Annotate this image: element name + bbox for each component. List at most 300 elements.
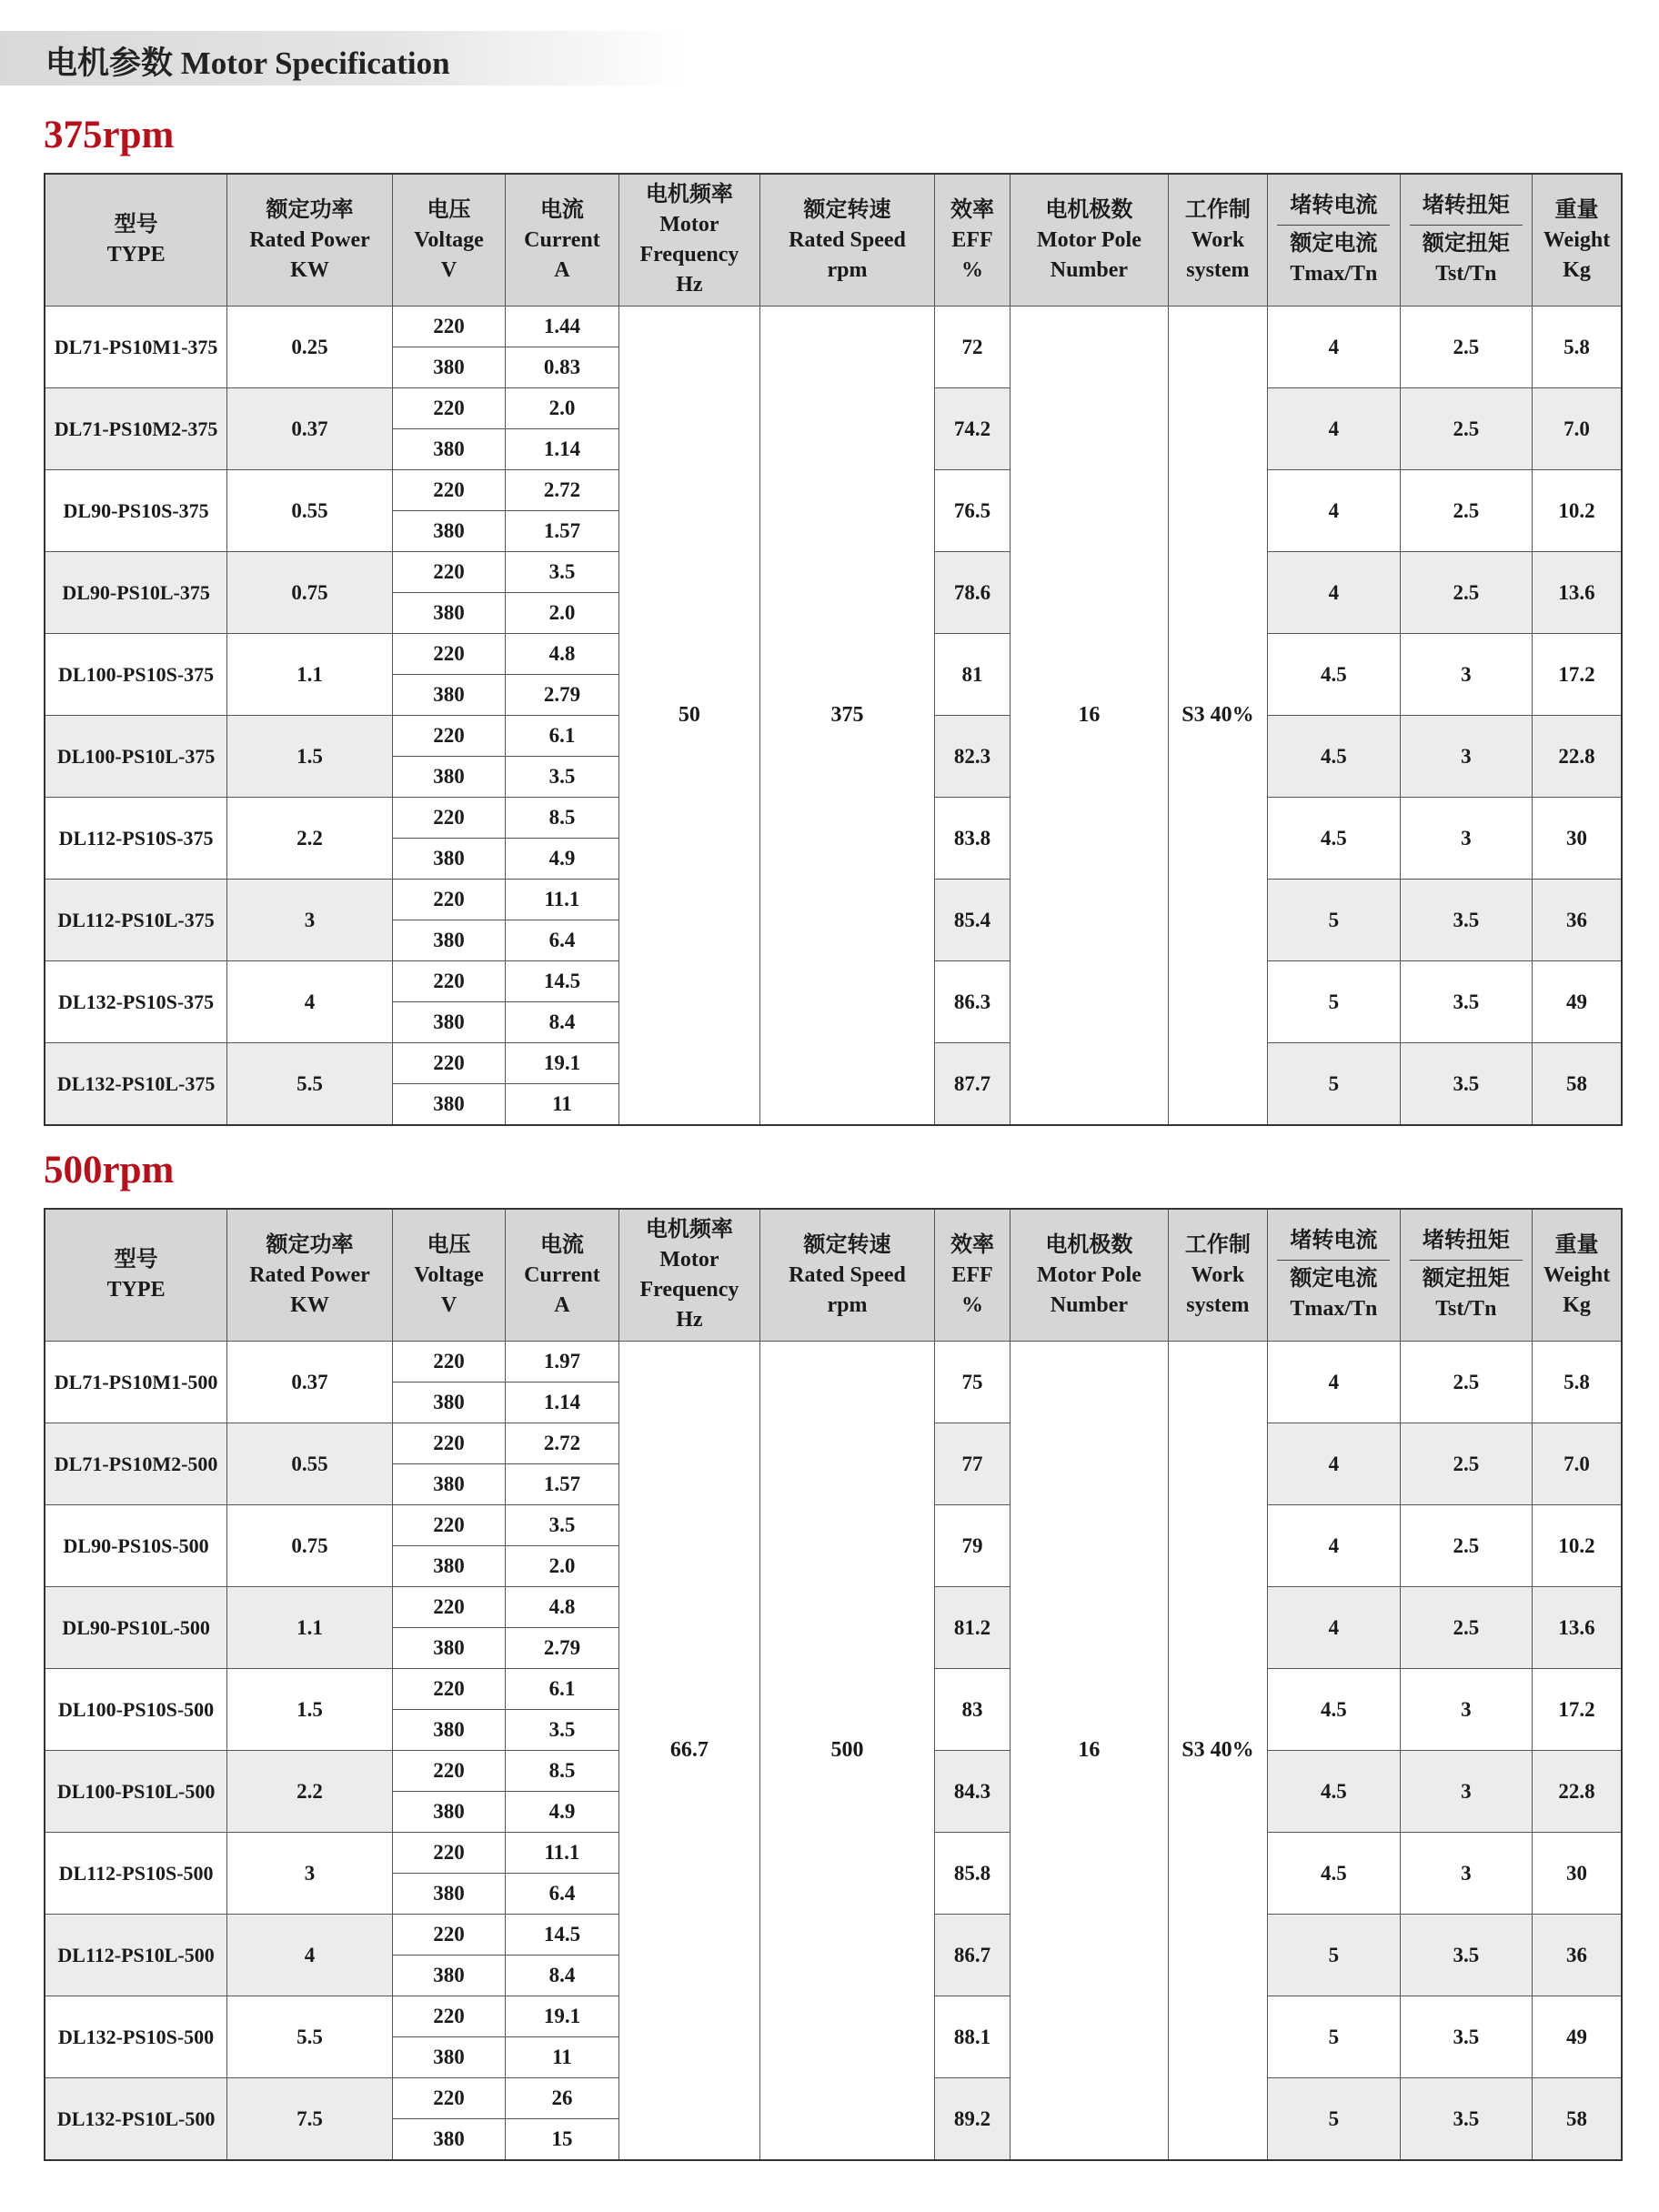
voltage-cell: 220 (392, 1043, 505, 1084)
header-en: TYPE (106, 1278, 166, 1302)
eff-cell: 85.8 (934, 1833, 1010, 1915)
weight-cell: 36 (1533, 1915, 1622, 1996)
header-unit: % (960, 257, 983, 282)
weight-cell: 5.8 (1533, 307, 1622, 388)
voltage-cell: 380 (392, 675, 505, 716)
voltage-cell: 380 (392, 1628, 505, 1669)
tst-cell: 3 (1400, 634, 1533, 716)
header-en: Motor (659, 1248, 719, 1272)
eff-cell: 84.3 (934, 1751, 1010, 1833)
header-en: Rated Power (249, 227, 370, 252)
voltage-cell: 380 (392, 757, 505, 798)
section-title-500: 500rpm (44, 1149, 175, 1191)
current-cell: 0.83 (506, 347, 618, 388)
power-cell: 2.2 (227, 798, 393, 880)
header-en: Rated Speed (789, 227, 906, 252)
column-header (1533, 1209, 1622, 1342)
tmax-cell: 4.5 (1268, 1669, 1401, 1751)
voltage-cell: 220 (392, 1342, 505, 1382)
type-cell: DL100-PS10L-375 (45, 716, 227, 798)
weight-cell: 30 (1533, 798, 1622, 880)
column-header (506, 174, 618, 307)
speed-cell: 375 (760, 307, 935, 1126)
header-cn: 电机极数 (1045, 197, 1133, 222)
tst-cell: 2.5 (1400, 1505, 1533, 1587)
weight-cell: 7.0 (1533, 388, 1622, 470)
speed-cell: 500 (760, 1342, 935, 2161)
tmax-cell: 5 (1268, 1996, 1401, 2078)
header-unit: Number (1050, 1292, 1129, 1317)
column-header (934, 1209, 1010, 1342)
current-cell: 2.0 (506, 388, 618, 429)
voltage-cell: 220 (392, 1423, 505, 1464)
voltage-cell: 220 (392, 1505, 505, 1546)
tst-cell: 3 (1400, 1669, 1533, 1751)
header-cn: 堵转电流 (1290, 1229, 1378, 1252)
header-en: Work (1191, 227, 1245, 252)
eff-cell: 83 (934, 1669, 1010, 1751)
header-cn: 工作制 (1184, 1232, 1251, 1257)
eff-cell: 76.5 (934, 470, 1010, 552)
voltage-cell: 220 (392, 961, 505, 1002)
header-en: Work (1191, 1262, 1245, 1287)
current-cell: 3.5 (506, 1505, 618, 1546)
tmax-cell: 4.5 (1268, 1751, 1401, 1833)
power-cell: 2.2 (227, 1751, 393, 1833)
eff-cell: 75 (934, 1342, 1010, 1423)
current-cell: 1.97 (506, 1342, 618, 1382)
voltage-cell: 220 (392, 552, 505, 593)
header-en: EFF (951, 227, 993, 252)
power-cell: 1.5 (227, 1669, 393, 1751)
column-header (1268, 174, 1401, 307)
current-cell: 8.5 (506, 1751, 618, 1792)
page-header (0, 31, 691, 85)
tmax-cell: 5 (1268, 1915, 1401, 1996)
power-cell: 0.37 (227, 388, 393, 470)
type-cell: DL112-PS10S-500 (45, 1833, 227, 1915)
header-unit: Tst/Tn (1435, 1297, 1497, 1321)
weight-cell: 7.0 (1533, 1423, 1622, 1505)
tst-cell: 3 (1400, 1833, 1533, 1915)
spec-table-500 (44, 1208, 1623, 2161)
voltage-cell: 220 (392, 880, 505, 920)
weight-cell: 10.2 (1533, 1505, 1622, 1587)
tmax-cell: 4.5 (1268, 1833, 1401, 1915)
frequency-cell: 66.7 (618, 1342, 760, 2161)
column-header (1400, 174, 1533, 307)
current-cell: 14.5 (506, 1915, 618, 1956)
current-cell: 19.1 (506, 1996, 618, 2037)
header-cn: 额定功率 (266, 1232, 354, 1257)
tst-cell: 2.5 (1400, 470, 1533, 552)
work-system-cell: S3 40% (1168, 307, 1267, 1126)
column-header (1400, 1209, 1533, 1342)
current-cell: 1.57 (506, 1464, 618, 1505)
fraction-line (1277, 1260, 1390, 1261)
tmax-cell: 4 (1268, 1587, 1401, 1669)
column-header (392, 1209, 505, 1342)
column-header (1268, 1209, 1401, 1342)
header-cn: 电流 (539, 197, 584, 222)
current-cell: 6.1 (506, 1669, 618, 1710)
weight-cell: 10.2 (1533, 470, 1622, 552)
voltage-cell: 380 (392, 593, 505, 634)
poles-cell: 16 (1010, 307, 1169, 1126)
current-cell: 26 (506, 2078, 618, 2119)
column-header (760, 174, 935, 307)
voltage-cell: 220 (392, 470, 505, 511)
tmax-cell: 4 (1268, 552, 1401, 634)
current-cell: 3.5 (506, 757, 618, 798)
header-cn2: 额定电流 (1290, 232, 1378, 256)
voltage-cell: 380 (392, 1956, 505, 1996)
header-en: EFF (951, 1262, 993, 1287)
header-cn: 型号 (114, 213, 158, 236)
column-header (934, 174, 1010, 307)
current-cell: 14.5 (506, 961, 618, 1002)
tst-cell: 2.5 (1400, 552, 1533, 634)
header-cn2: 额定电流 (1290, 1267, 1378, 1291)
power-cell: 0.75 (227, 1505, 393, 1587)
voltage-cell: 380 (392, 429, 505, 470)
header-row (45, 1209, 1622, 1342)
current-cell: 1.44 (506, 307, 618, 347)
type-cell: DL100-PS10S-500 (45, 1669, 227, 1751)
eff-cell: 78.6 (934, 552, 1010, 634)
type-cell: DL71-PS10M1-375 (45, 307, 227, 388)
tst-cell: 3.5 (1400, 1996, 1533, 2078)
tst-cell: 3 (1400, 1751, 1533, 1833)
voltage-cell: 380 (392, 1792, 505, 1833)
header-en: TYPE (106, 243, 166, 266)
tmax-cell: 4 (1268, 1505, 1401, 1587)
voltage-cell: 380 (392, 1382, 505, 1423)
table-row (45, 1342, 1622, 1382)
tst-cell: 3.5 (1400, 1915, 1533, 1996)
tmax-cell: 4 (1268, 1342, 1401, 1423)
tst-cell: 3.5 (1400, 2078, 1533, 2161)
weight-cell: 13.6 (1533, 1587, 1622, 1669)
spec-table-375 (44, 173, 1623, 1126)
eff-cell: 89.2 (934, 2078, 1010, 2161)
type-cell: DL112-PS10L-375 (45, 880, 227, 961)
voltage-cell: 220 (392, 798, 505, 839)
tmax-cell: 4 (1268, 388, 1401, 470)
voltage-cell: 380 (392, 2037, 505, 2078)
tst-cell: 3 (1400, 798, 1533, 880)
header-unit: Kg (1563, 1292, 1591, 1317)
weight-cell: 5.8 (1533, 1342, 1622, 1423)
power-cell: 4 (227, 1915, 393, 1996)
column-header (1010, 1209, 1169, 1342)
column-header (392, 174, 505, 307)
power-cell: 0.37 (227, 1342, 393, 1423)
fraction-line (1410, 1260, 1523, 1261)
eff-cell: 74.2 (934, 388, 1010, 470)
current-cell: 19.1 (506, 1043, 618, 1084)
tmax-cell: 4 (1268, 470, 1401, 552)
tst-cell: 2.5 (1400, 1423, 1533, 1505)
current-cell: 3.5 (506, 1710, 618, 1751)
voltage-cell: 380 (392, 920, 505, 961)
voltage-cell: 380 (392, 1710, 505, 1751)
type-cell: DL71-PS10M2-375 (45, 388, 227, 470)
header-unit: rpm (827, 257, 868, 282)
header-en: Rated Power (249, 1262, 370, 1287)
eff-cell: 81.2 (934, 1587, 1010, 1669)
voltage-cell: 380 (392, 1084, 505, 1126)
voltage-cell: 380 (392, 511, 505, 552)
column-header (45, 1209, 227, 1342)
tst-cell: 2.5 (1400, 1342, 1533, 1423)
header-en: Weight (1543, 227, 1611, 252)
type-cell: DL132-PS10L-375 (45, 1043, 227, 1126)
header-cn: 额定转速 (803, 197, 891, 222)
header-unit: V (440, 257, 457, 282)
eff-cell: 72 (934, 307, 1010, 388)
tmax-cell: 4 (1268, 307, 1401, 388)
tst-cell: 3.5 (1400, 961, 1533, 1043)
section-title-375: 375rpm (44, 114, 175, 156)
power-cell: 1.5 (227, 716, 393, 798)
type-cell: DL90-PS10S-500 (45, 1505, 227, 1587)
eff-cell: 85.4 (934, 880, 1010, 961)
header-cn: 额定转速 (803, 1232, 891, 1257)
power-cell: 0.25 (227, 307, 393, 388)
header-en2: Frequency (639, 243, 739, 266)
eff-cell: 88.1 (934, 1996, 1010, 2078)
current-cell: 2.79 (506, 1628, 618, 1669)
eff-cell: 83.8 (934, 798, 1010, 880)
header-unit: system (1186, 257, 1250, 282)
header-cn: 堵转电流 (1290, 194, 1378, 217)
eff-cell: 77 (934, 1423, 1010, 1505)
power-cell: 5.5 (227, 1996, 393, 2078)
poles-cell: 16 (1010, 1342, 1169, 2161)
voltage-cell: 220 (392, 307, 505, 347)
current-cell: 4.9 (506, 1792, 618, 1833)
eff-cell: 86.7 (934, 1915, 1010, 1996)
eff-cell: 86.3 (934, 961, 1010, 1043)
type-cell: DL100-PS10S-375 (45, 634, 227, 716)
current-cell: 6.4 (506, 920, 618, 961)
type-cell: DL132-PS10L-500 (45, 2078, 227, 2161)
column-header (227, 1209, 393, 1342)
current-cell: 11.1 (506, 880, 618, 920)
column-header (45, 174, 227, 307)
column-header (1168, 1209, 1267, 1342)
header-unit: KW (290, 257, 329, 282)
voltage-cell: 220 (392, 1915, 505, 1956)
header-cn: 电流 (539, 1232, 584, 1257)
tst-cell: 2.5 (1400, 388, 1533, 470)
power-cell: 3 (227, 880, 393, 961)
header-en: Voltage (414, 227, 484, 252)
header-cn: 电机频率 (645, 1218, 733, 1242)
type-cell: DL90-PS10S-375 (45, 470, 227, 552)
fraction-line (1277, 225, 1390, 226)
voltage-cell: 220 (392, 1669, 505, 1710)
type-cell: DL112-PS10S-375 (45, 798, 227, 880)
power-cell: 3 (227, 1833, 393, 1915)
current-cell: 8.5 (506, 798, 618, 839)
column-header (1533, 174, 1622, 307)
power-cell: 0.55 (227, 1423, 393, 1505)
column-header (760, 1209, 935, 1342)
current-cell: 2.72 (506, 1423, 618, 1464)
tmax-cell: 4.5 (1268, 716, 1401, 798)
current-cell: 1.14 (506, 1382, 618, 1423)
column-header (1168, 174, 1267, 307)
header-cn: 额定功率 (266, 197, 354, 222)
tmax-cell: 4.5 (1268, 634, 1401, 716)
header-cn: 工作制 (1184, 197, 1251, 222)
power-cell: 5.5 (227, 1043, 393, 1126)
tmax-cell: 5 (1268, 1043, 1401, 1126)
type-cell: DL71-PS10M1-500 (45, 1342, 227, 1423)
voltage-cell: 220 (392, 1833, 505, 1874)
header-en: Motor Pole (1037, 1262, 1141, 1287)
header-unit: rpm (827, 1292, 868, 1317)
column-header (506, 1209, 618, 1342)
voltage-cell: 220 (392, 1587, 505, 1628)
column-header (227, 174, 393, 307)
voltage-cell: 220 (392, 1751, 505, 1792)
current-cell: 6.4 (506, 1874, 618, 1915)
header-unit: Tmax/Tn (1290, 1297, 1378, 1321)
column-header (618, 1209, 760, 1342)
header-cn: 重量 (1554, 197, 1599, 222)
header-unit: Hz (676, 273, 703, 297)
current-cell: 2.72 (506, 470, 618, 511)
header-en: Current (524, 1262, 600, 1287)
voltage-cell: 380 (392, 839, 505, 880)
header-unit: % (960, 1292, 983, 1317)
header-cn2: 额定扭矩 (1422, 1267, 1510, 1291)
voltage-cell: 380 (392, 1546, 505, 1587)
weight-cell: 22.8 (1533, 716, 1622, 798)
voltage-cell: 380 (392, 2119, 505, 2161)
column-header (618, 174, 760, 307)
current-cell: 2.0 (506, 1546, 618, 1587)
current-cell: 2.79 (506, 675, 618, 716)
current-cell: 11 (506, 1084, 618, 1126)
header-unit: Kg (1563, 257, 1591, 282)
header-unit: A (554, 257, 570, 282)
header-cn: 效率 (950, 197, 994, 222)
column-header (1010, 174, 1169, 307)
header-cn: 效率 (950, 1232, 994, 1257)
work-system-cell: S3 40% (1168, 1342, 1267, 2161)
current-cell: 6.1 (506, 716, 618, 757)
type-cell: DL90-PS10L-375 (45, 552, 227, 634)
header-cn: 电压 (427, 197, 471, 222)
tmax-cell: 5 (1268, 880, 1401, 961)
header-en: Motor Pole (1037, 227, 1141, 252)
current-cell: 11.1 (506, 1833, 618, 1874)
power-cell: 4 (227, 961, 393, 1043)
voltage-cell: 220 (392, 716, 505, 757)
tmax-cell: 5 (1268, 2078, 1401, 2161)
header-en: Voltage (414, 1262, 484, 1287)
header-unit: V (440, 1292, 457, 1317)
current-cell: 4.8 (506, 634, 618, 675)
current-cell: 8.4 (506, 1002, 618, 1043)
weight-cell: 17.2 (1533, 634, 1622, 716)
voltage-cell: 380 (392, 1002, 505, 1043)
weight-cell: 36 (1533, 880, 1622, 961)
weight-cell: 17.2 (1533, 1669, 1622, 1751)
fraction-line (1410, 225, 1523, 226)
tst-cell: 3 (1400, 716, 1533, 798)
type-cell: DL132-PS10S-500 (45, 1996, 227, 2078)
eff-cell: 82.3 (934, 716, 1010, 798)
header-cn2: 额定扭矩 (1422, 232, 1510, 256)
type-cell: DL90-PS10L-500 (45, 1587, 227, 1669)
header-cn: 重量 (1554, 1232, 1599, 1257)
header-en: Current (524, 227, 600, 252)
type-cell: DL71-PS10M2-500 (45, 1423, 227, 1505)
weight-cell: 13.6 (1533, 552, 1622, 634)
power-cell: 0.75 (227, 552, 393, 634)
header-cn: 电机频率 (645, 183, 733, 206)
voltage-cell: 220 (392, 634, 505, 675)
header-en: Weight (1543, 1262, 1611, 1287)
header-cn: 电压 (427, 1232, 471, 1257)
header-en: Rated Speed (789, 1262, 906, 1287)
voltage-cell: 380 (392, 347, 505, 388)
header-cn: 型号 (114, 1248, 158, 1272)
weight-cell: 22.8 (1533, 1751, 1622, 1833)
current-cell: 3.5 (506, 552, 618, 593)
weight-cell: 49 (1533, 1996, 1622, 2078)
header-unit: Hz (676, 1308, 703, 1332)
eff-cell: 79 (934, 1505, 1010, 1587)
weight-cell: 49 (1533, 961, 1622, 1043)
table-row (45, 307, 1622, 347)
tmax-cell: 4.5 (1268, 798, 1401, 880)
type-cell: DL100-PS10L-500 (45, 1751, 227, 1833)
tst-cell: 3.5 (1400, 1043, 1533, 1126)
page-title: 电机参数 Motor Specification (45, 45, 450, 81)
voltage-cell: 220 (392, 388, 505, 429)
header-unit: Tst/Tn (1435, 262, 1497, 286)
header-cn: 堵转扭矩 (1422, 194, 1510, 217)
current-cell: 1.14 (506, 429, 618, 470)
current-cell: 15 (506, 2119, 618, 2161)
header-unit: Tmax/Tn (1290, 262, 1378, 286)
current-cell: 4.8 (506, 1587, 618, 1628)
tmax-cell: 4 (1268, 1423, 1401, 1505)
header-en: Motor (659, 213, 719, 236)
header-cn: 堵转扭矩 (1422, 1229, 1510, 1252)
weight-cell: 58 (1533, 1043, 1622, 1126)
type-cell: DL112-PS10L-500 (45, 1915, 227, 1996)
current-cell: 11 (506, 2037, 618, 2078)
header-unit: A (554, 1292, 570, 1317)
current-cell: 4.9 (506, 839, 618, 880)
header-cn: 电机极数 (1045, 1232, 1133, 1257)
eff-cell: 87.7 (934, 1043, 1010, 1126)
weight-cell: 58 (1533, 2078, 1622, 2161)
voltage-cell: 220 (392, 2078, 505, 2119)
voltage-cell: 380 (392, 1464, 505, 1505)
tmax-cell: 5 (1268, 961, 1401, 1043)
header-unit: Number (1050, 257, 1129, 282)
eff-cell: 81 (934, 634, 1010, 716)
type-cell: DL132-PS10S-375 (45, 961, 227, 1043)
